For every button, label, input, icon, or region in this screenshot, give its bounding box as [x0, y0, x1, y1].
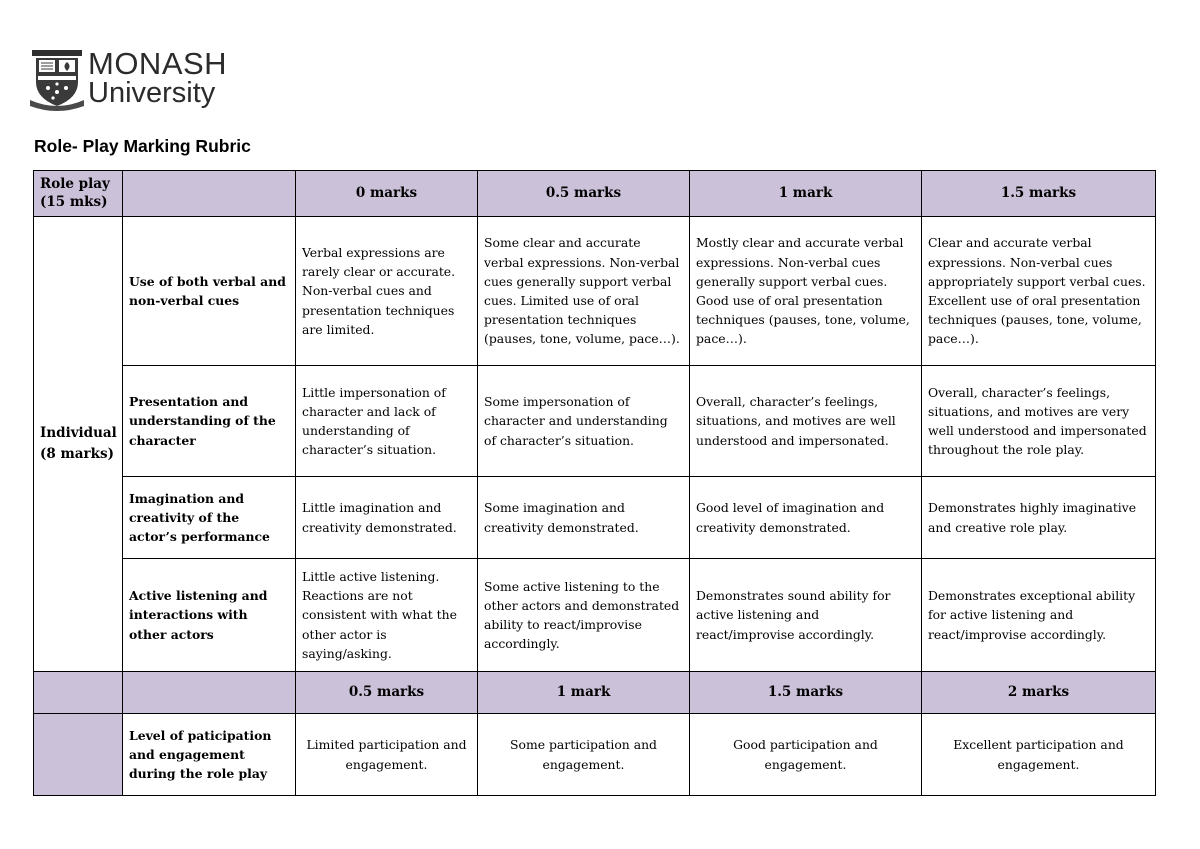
rubric-cell: Little imagination and creativity demonstrated.	[296, 477, 478, 559]
header2-col-1: 1 mark	[478, 672, 690, 714]
rubric-cell: Demonstrates highly imaginative and creative role play.	[922, 477, 1156, 559]
rubric-cell: Good participation and engagement.	[690, 714, 922, 796]
rubric-cell: Little impersonation of character and lack of understanding of character’s situation.	[296, 366, 478, 477]
header-col-3: 1.5 marks	[922, 171, 1156, 217]
criterion-cell: Use of both verbal and non-verbal cues	[123, 217, 296, 366]
group-label: Individual (8 marks)	[34, 217, 123, 672]
rubric-cell: Limited participation and engagement.	[296, 714, 478, 796]
rubric-cell: Demonstrates exceptional ability for active listening and react/improvise accordingly.	[922, 559, 1156, 672]
header-col-2: 1 mark	[690, 171, 922, 217]
criterion-cell: Active listening and interactions with other actors	[123, 559, 296, 672]
header2-col-3: 2 marks	[922, 672, 1156, 714]
table-row	[34, 714, 1156, 796]
table-row	[34, 366, 1156, 477]
criterion-cell: Presentation and understanding of the character	[123, 366, 296, 477]
header2-col-0: 0.5 marks	[296, 672, 478, 714]
rubric-cell: Little active listening. Reactions are not consistent with what the other actor is saying/asking.	[296, 559, 478, 672]
rubric-cell: Some clear and accurate verbal expressions. Non-verbal cues generally support verbal cues. Limited use of oral presentation techniques (pauses, tone, volume, pace…).	[478, 217, 690, 366]
monash-logo	[28, 40, 238, 112]
criterion-header-empty	[123, 171, 296, 217]
rubric-cell: Some active listening to the other actors and demonstrated ability to react/improvise accordingly.	[478, 559, 690, 672]
table-row	[34, 477, 1156, 559]
logo-word-monash: MONASH	[88, 46, 228, 81]
header-col-1: 0.5 marks	[478, 171, 690, 217]
rubric-cell: Some impersonation of character and understanding of character’s situation.	[478, 366, 690, 477]
rubric-cell: Mostly clear and accurate verbal expressions. Non-verbal cues generally support verbal cues. Good use of oral presentation techniques (pauses, tone, volume, pace…).	[690, 217, 922, 366]
table-row	[34, 559, 1156, 672]
table-row	[34, 217, 1156, 366]
marking-rubric-table	[33, 170, 1156, 796]
rubric-cell: Overall, character’s feelings, situations, and motives are very well understood and impersonated throughout the role play.	[922, 366, 1156, 477]
corner-header: Role play (15 mks)	[34, 171, 123, 217]
header2-col-2: 1.5 marks	[690, 672, 922, 714]
logo-word-university: University	[88, 77, 216, 109]
participation-group-empty	[34, 714, 123, 796]
rubric-cell: Clear and accurate verbal expressions. Non-verbal cues appropriately support verbal cues. Excellent use of oral presentation techniques (pauses, tone, volume, pace…).	[922, 217, 1156, 366]
rubric-cell: Some participation and engagement.	[478, 714, 690, 796]
header2-empty-b	[123, 672, 296, 714]
rubric-cell: Excellent participation and engagement.	[922, 714, 1156, 796]
page-title: Role- Play Marking Rubric	[34, 136, 251, 156]
header-row-2	[34, 672, 1156, 714]
rubric-cell: Some imagination and creativity demonstrated.	[478, 477, 690, 559]
criterion-cell: Level of paticipation and engagement during the role play	[123, 714, 296, 796]
monash-crest-icon	[28, 46, 86, 112]
rubric-cell: Good level of imagination and creativity demonstrated.	[690, 477, 922, 559]
rubric-cell: Overall, character’s feelings, situations, and motives are well understood and impersonated.	[690, 366, 922, 477]
header-col-0: 0 marks	[296, 171, 478, 217]
header-row	[34, 171, 1156, 217]
criterion-cell: Imagination and creativity of the actor’s performance	[123, 477, 296, 559]
header2-empty-a	[34, 672, 123, 714]
rubric-cell: Verbal expressions are rarely clear or accurate. Non-verbal cues and presentation techniques are limited.	[296, 217, 478, 366]
rubric-cell: Demonstrates sound ability for active listening and react/improvise accordingly.	[690, 559, 922, 672]
